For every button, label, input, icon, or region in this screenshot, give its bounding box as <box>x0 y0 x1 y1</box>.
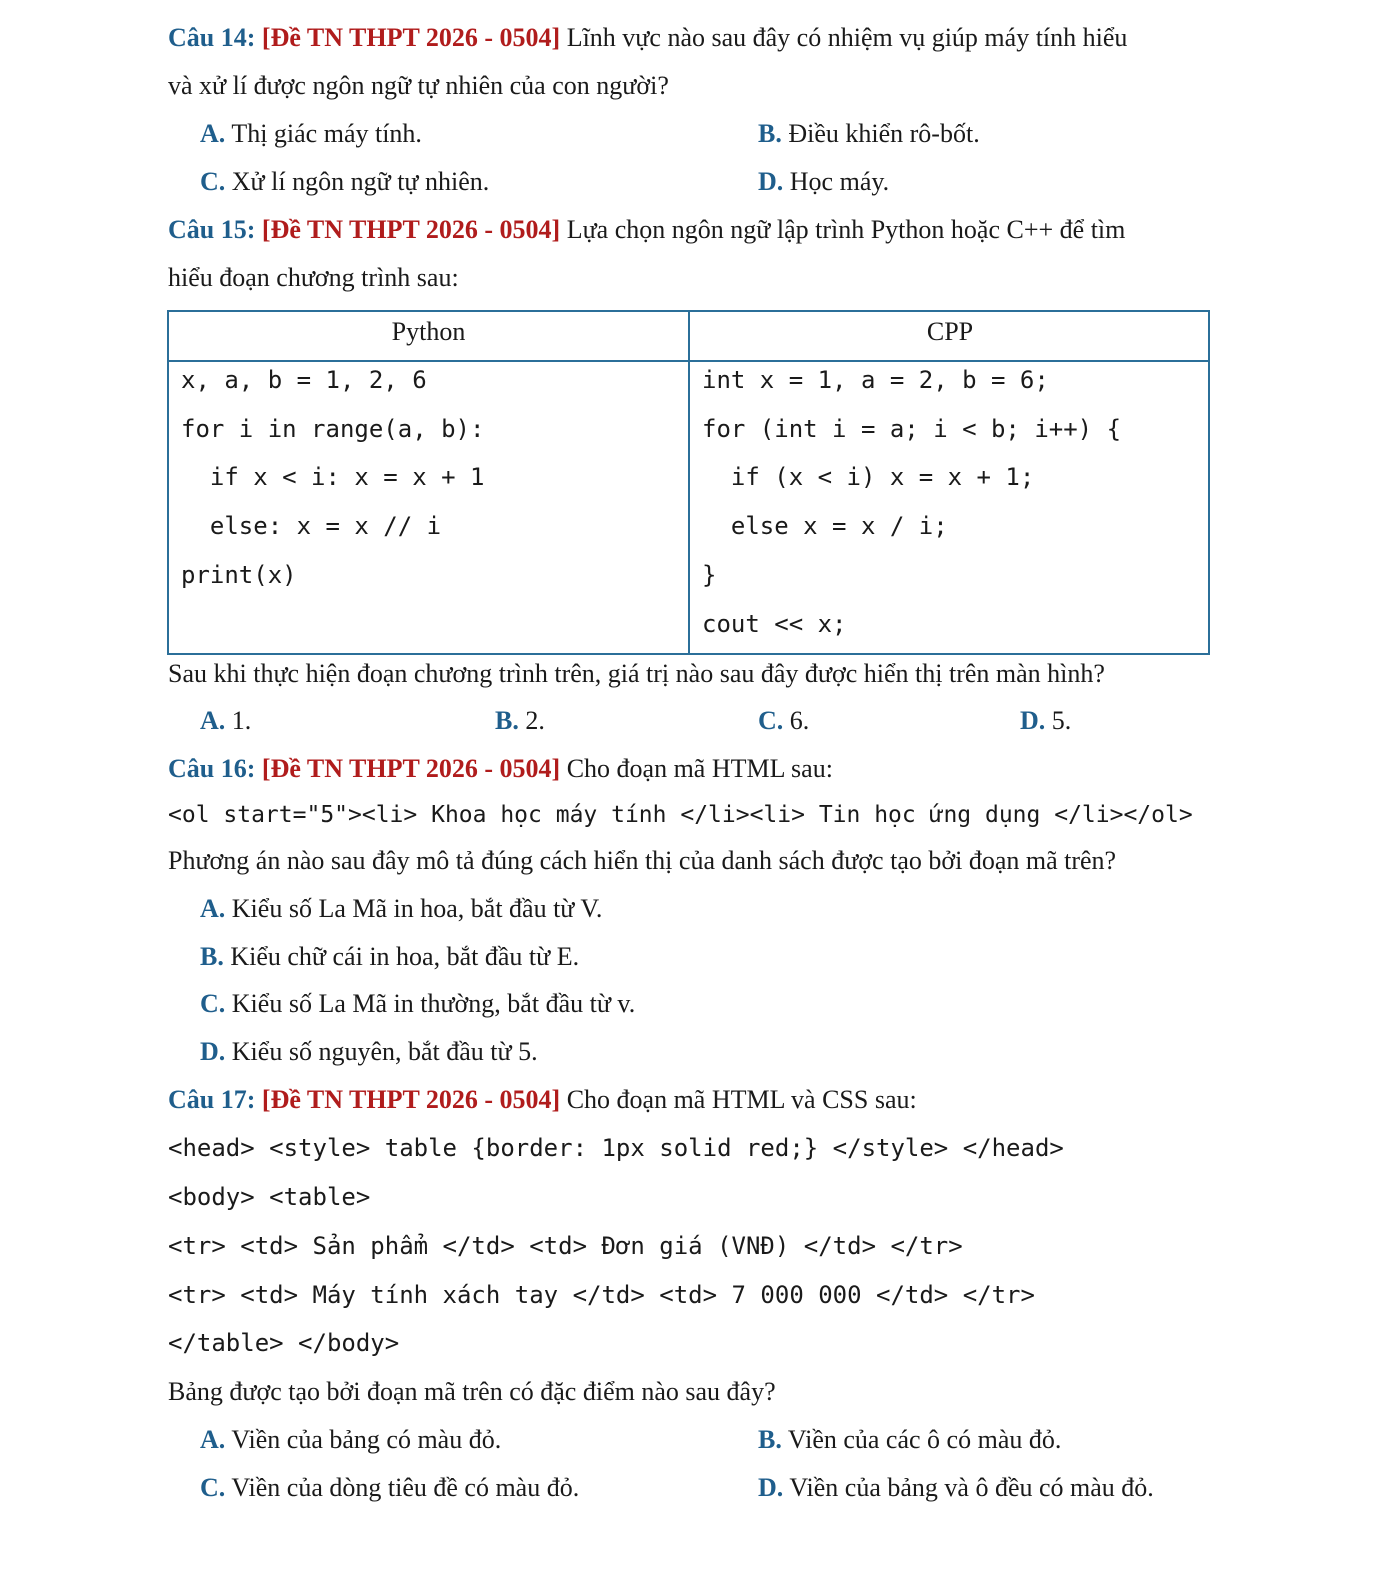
q15-text-1: Lựa chọn ngôn ngữ lập trình Python hoặc C++ để tìm <box>566 215 1126 244</box>
option-letter: D. <box>758 167 784 196</box>
q17-text-1: Cho đoạn mã HTML và CSS sau: <box>566 1085 917 1114</box>
option-text: 1. <box>231 706 252 735</box>
q15-option-d <box>1020 705 1071 737</box>
q15-text-2: hiểu đoạn chương trình sau: <box>168 263 459 292</box>
option-text: Xử lí ngôn ngữ tự nhiên. <box>231 167 490 196</box>
option-text: Học máy. <box>789 167 890 196</box>
q16-question: Phương án nào sau đây mô tả đúng cách hiển thị của danh sách được tạo bởi đoạn mã trên? <box>168 846 1117 875</box>
cpp-code-line: for (int i = a; i < b; i++) { <box>702 415 1122 443</box>
option-text: Kiểu số La Mã in hoa, bắt đầu từ V. <box>231 894 603 923</box>
q17-code-line: <tr> <td> Máy tính xách tay </td> <td> 7 000 000 </td> </tr> <box>168 1281 1035 1309</box>
option-text: Viền của các ô có màu đỏ. <box>787 1425 1062 1454</box>
option-letter: D. <box>200 1037 226 1066</box>
q17-option-b <box>758 1424 1061 1456</box>
python-code-line: for i in range(a, b): <box>181 415 485 443</box>
header-divider <box>169 360 1208 362</box>
option-letter: B. <box>200 942 224 971</box>
option-letter: C. <box>200 167 226 196</box>
q17-code-line: <tr> <td> Sản phẩm </td> <td> Đơn giá (VNĐ) </td> </tr> <box>168 1232 963 1260</box>
option-letter: A. <box>200 1425 226 1454</box>
option-letter: A. <box>200 706 226 735</box>
q17-question: Bảng được tạo bởi đoạn mã trên có đặc điểm nào sau đây? <box>168 1377 776 1406</box>
option-letter: B. <box>495 706 519 735</box>
q15-option-b <box>495 705 545 737</box>
q16-label: Câu 16: <box>168 754 256 783</box>
q14-option-d <box>758 166 889 198</box>
q15-option-a <box>200 705 251 737</box>
option-letter: D. <box>1020 706 1046 735</box>
q16-heading <box>168 753 833 785</box>
python-header: Python <box>391 317 466 346</box>
option-text: Viền của bảng có màu đỏ. <box>231 1425 502 1454</box>
python-code-line: x, a, b = 1, 2, 6 <box>181 366 427 394</box>
q17-code-line: <head> <style> table {border: 1px solid red;} </style> </head> <box>168 1134 1064 1162</box>
cpp-code-line: } <box>702 561 717 589</box>
q17-option-d <box>758 1472 1154 1504</box>
q17-option-a <box>200 1424 501 1456</box>
q14-option-a <box>200 118 422 150</box>
python-code-line: if x < i: x = x + 1 <box>181 463 485 491</box>
q15-question: Sau khi thực hiện đoạn chương trình trên, giá trị nào sau đây được hiển thị trên màn hình? <box>168 659 1105 688</box>
option-text: 5. <box>1051 706 1072 735</box>
option-letter: C. <box>758 706 784 735</box>
q15-option-c <box>758 705 809 737</box>
option-letter: C. <box>200 1473 226 1502</box>
option-text: Viền của bảng và ô đều có màu đỏ. <box>789 1473 1154 1502</box>
q17-option-c <box>200 1472 579 1504</box>
option-letter: A. <box>200 119 226 148</box>
cpp-code-line: if (x < i) x = x + 1; <box>702 463 1035 491</box>
q15-tag: [Đề TN THPT 2026 - 0504] <box>261 215 561 244</box>
option-text: Kiểu số La Mã in thường, bắt đầu từ v. <box>231 989 636 1018</box>
cpp-code-line: int x = 1, a = 2, b = 6; <box>702 366 1049 394</box>
cpp-code-line: else x = x / i; <box>702 512 948 540</box>
python-code-line: else: x = x // i <box>181 512 442 540</box>
q16-text-1: Cho đoạn mã HTML sau: <box>566 754 833 783</box>
q15-label: Câu 15: <box>168 215 256 244</box>
option-text: Kiểu số nguyên, bắt đầu từ 5. <box>231 1037 538 1066</box>
q17-heading <box>168 1084 917 1116</box>
option-letter: B. <box>758 1425 782 1454</box>
q17-tag: [Đề TN THPT 2026 - 0504] <box>261 1085 561 1114</box>
option-text: 2. <box>525 706 545 735</box>
q16-option-a <box>200 893 602 925</box>
option-text: Kiểu chữ cái in hoa, bắt đầu từ E. <box>230 942 580 971</box>
option-text: Điều khiển rô-bốt. <box>788 119 980 148</box>
q15-heading <box>168 214 1125 246</box>
q16-option-b <box>200 941 579 973</box>
q16-tag: [Đề TN THPT 2026 - 0504] <box>261 754 561 783</box>
option-letter: C. <box>200 989 226 1018</box>
cpp-header: CPP <box>926 317 974 346</box>
option-text: Viền của dòng tiêu đề có màu đỏ. <box>231 1473 580 1502</box>
q16-code: <ol start="5"><li> Khoa học máy tính </li><li> Tin học ứng dụng </li></ol> <box>168 802 1193 828</box>
cpp-code-line: cout << x; <box>702 610 847 638</box>
q17-label: Câu 17: <box>168 1085 256 1114</box>
python-code-line: print(x) <box>181 561 297 589</box>
q14-option-c <box>200 166 489 198</box>
q14-heading <box>168 22 1127 54</box>
q17-code-line: <body> <table> <box>168 1183 371 1211</box>
q14-text-1: Lĩnh vực nào sau đây có nhiệm vụ giúp máy tính hiểu <box>566 23 1128 52</box>
option-text: Thị giác máy tính. <box>231 119 422 148</box>
option-text: 6. <box>789 706 810 735</box>
q14-option-b <box>758 118 980 150</box>
code-comparison-table <box>167 310 1210 655</box>
q17-code-line: </table> </body> <box>168 1329 400 1357</box>
option-letter: A. <box>200 894 226 923</box>
q16-option-d <box>200 1036 538 1068</box>
q14-text-2: và xử lí được ngôn ngữ tự nhiên của con người? <box>168 71 669 100</box>
q14-label: Câu 14: <box>168 23 256 52</box>
option-letter: D. <box>758 1473 784 1502</box>
q14-tag: [Đề TN THPT 2026 - 0504] <box>261 23 561 52</box>
q16-option-c <box>200 988 635 1020</box>
column-divider <box>688 312 690 653</box>
option-letter: B. <box>758 119 782 148</box>
